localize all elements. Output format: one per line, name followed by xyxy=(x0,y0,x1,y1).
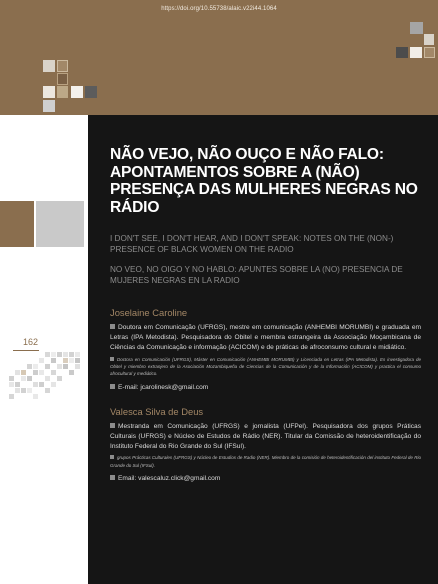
decor-square xyxy=(396,47,408,58)
decor-grey-block xyxy=(36,201,84,247)
author-name: Valesca Silva de Deus xyxy=(110,405,204,417)
bullet-icon xyxy=(110,357,114,361)
author-bio-es xyxy=(110,454,421,469)
decor-square xyxy=(424,47,435,58)
decor-square xyxy=(57,86,68,98)
bullet-icon xyxy=(110,423,115,428)
doi-link[interactable]: https://doi.org/10.55738/alaic.v22i44.1064 xyxy=(161,6,277,12)
article-subtitle-es: NO VEO, NO OIGO Y NO HABLO: APUNTES SOBRE LA (NO) PRESENCIA DE MUJERES NEGRAS EN LA RADIO xyxy=(110,265,403,285)
bullet-icon xyxy=(110,455,114,459)
article-title: NÃO VEJO, NÃO OUÇO E NÃO FALO: APONTAMENTOS SOBRE A (NÃO) PRESENÇA DAS MULHERES NEGRAS NO RÁDIO xyxy=(110,146,418,216)
decor-square xyxy=(57,60,68,72)
page-rule xyxy=(13,350,39,351)
bullet-icon xyxy=(110,475,115,480)
page-number: 162 xyxy=(23,337,39,347)
decor-square xyxy=(43,86,55,98)
author-name: Joselaine Caroline xyxy=(110,307,188,318)
author-bio-pt xyxy=(110,323,421,354)
article-content xyxy=(110,146,421,482)
decor-square xyxy=(57,73,68,85)
decor-square xyxy=(43,60,55,72)
author-bio-pt-text: Mestranda em Comunicação (UFRGS) e jornalista (UFPel). Pesquisadora dos grupos Práticas Culturais (UFRGS) e Núcleo de Estudos de Rádio (NER). Titular da Comissão de heteroidentificação do Instituto Federal do Rio Grande do Sul (IFSul). xyxy=(110,422,421,451)
decor-brown-block xyxy=(0,201,34,247)
author-bio-es-text: Doctora en Comunicación (UFRGS), Máster en Comunicación (ANHEMBI MORUMBI) y Licenciada en Letras (IPA Metodista). Es investigadora de Obitel y miembro extranjero de la Asociación Mozambiqueña de Ciencias de la Comunicación y de la Información (ACICOM) y practica el consumo afrocultural y mediático. xyxy=(110,356,421,377)
decor-square xyxy=(85,86,97,98)
author-bio-pt xyxy=(110,422,421,453)
author-bio-pt-text: Doutora em Comunicação (UFRGS), mestre em comunicação (ANHEMBI MORUMBI) e graduada em Letras (IPA Metodista). Pesquisadora do Obitel e membra estrangeira da Associação Moçambicana de Ciências da Comunicação e informação (ACICOM) e de práticas de afroconsumo cultural e midiático. xyxy=(110,324,421,352)
author-email[interactable] xyxy=(110,384,421,391)
author-email-text[interactable]: E-mail: jcarolinesk@gmail.com xyxy=(118,383,209,391)
decor-mosaic xyxy=(5,352,85,402)
decor-square xyxy=(424,34,434,45)
decor-square xyxy=(43,100,55,112)
article-subtitle-en: I DON'T SEE, I DON'T HEAR, AND I DON'T SPEAK: NOTES ON THE (NON-) PRESENCE OF BLACK WOMEN ON THE RADIO xyxy=(110,234,394,254)
author-email-text[interactable]: Email: valescaluz.click@gmail.com xyxy=(118,475,221,483)
decor-square xyxy=(410,47,422,58)
bullet-icon xyxy=(110,324,115,329)
author-bio-es-text: grupos Prácticas Culturales (UFRGS) y Núcleo de Estudios de Radio (NER). Miembro de la comisión de heteroidentificación del instituto Federal de Rio Grande do Sul (IFSul). xyxy=(110,455,421,468)
author-email[interactable] xyxy=(110,475,421,482)
bullet-icon xyxy=(110,384,115,389)
author-bio-es xyxy=(110,356,421,378)
decor-square xyxy=(71,86,83,98)
decor-square xyxy=(410,22,423,34)
